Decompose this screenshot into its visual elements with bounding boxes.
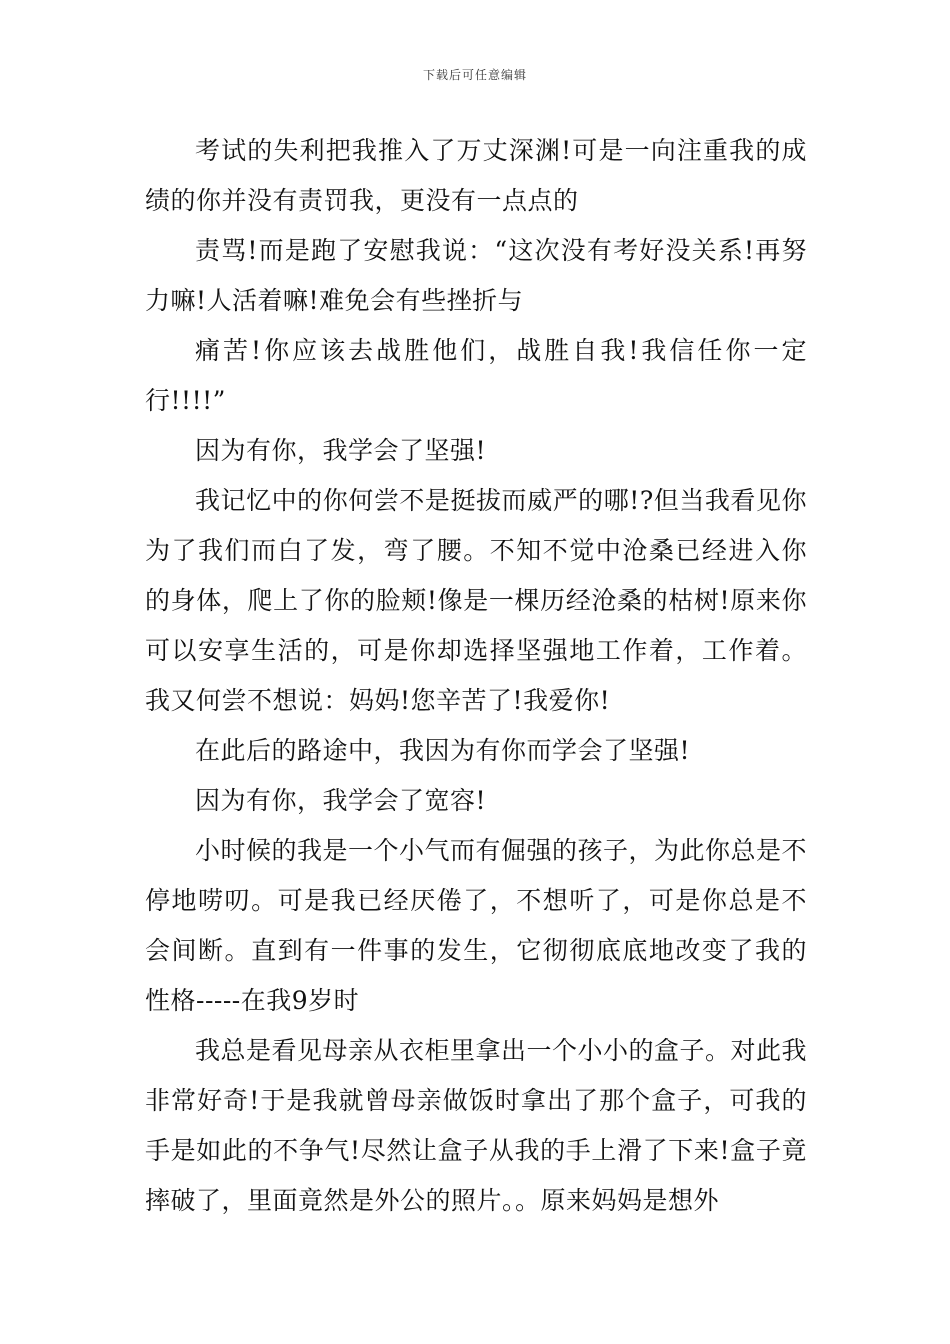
paragraph: 小时候的我是一个小气而有倔强的孩子，为此你总是不停地唠叨。可是我已经厌倦了，不想听了，可是你总是不会间断。直到有一件事的发生，它彻彻底底地改变了我的性格-----在我9岁时 xyxy=(145,836,808,1015)
paragraph: 因为有你，我学会了坚强! xyxy=(195,436,487,465)
paragraph: 在此后的路途中，我因为有你而学会了坚强! xyxy=(195,736,691,765)
paragraph: 考试的失利把我推入了万丈深渊!可是一向注重我的成绩的你并没有责罚我，更没有一点点的 xyxy=(145,136,807,215)
header-note: 下载后可任意编辑 xyxy=(422,68,527,82)
paragraph: 因为有你，我学会了宽容! xyxy=(195,786,487,815)
body-text xyxy=(145,126,807,1226)
paragraph: 我总是看见母亲从衣柜里拿出一个小小的盒子。对此我非常好奇!于是我就曾母亲做饭时拿出了那个盒子，可我的手是如此的不争气!尽然让盒子从我的手上滑了下来!盒子竟摔破了，里面竟然是外公的照片。。原来妈妈是想外 xyxy=(145,1036,808,1215)
paragraph: 我记忆中的你何尝不是挺拔而威严的哪!?但当我看见你为了我们而白了发，弯了腰。不知不觉中沧桑已经进入你的身体，爬上了你的脸颊!像是一棵历经沧桑的枯树!原来你可以安享生活的，可是你却选择坚强地工作着，工作着。我又何尝不想说：妈妈!您辛苦了!我爱你! xyxy=(145,486,807,715)
paragraph: 痛苦!你应该去战胜他们，战胜自我!我信任你一定行!!!!” xyxy=(145,336,807,415)
paragraph: 责骂!而是跑了安慰我说：“这次没有考好没关系!再努力嘛!人活着嘛!难免会有些挫折与 xyxy=(145,236,807,315)
